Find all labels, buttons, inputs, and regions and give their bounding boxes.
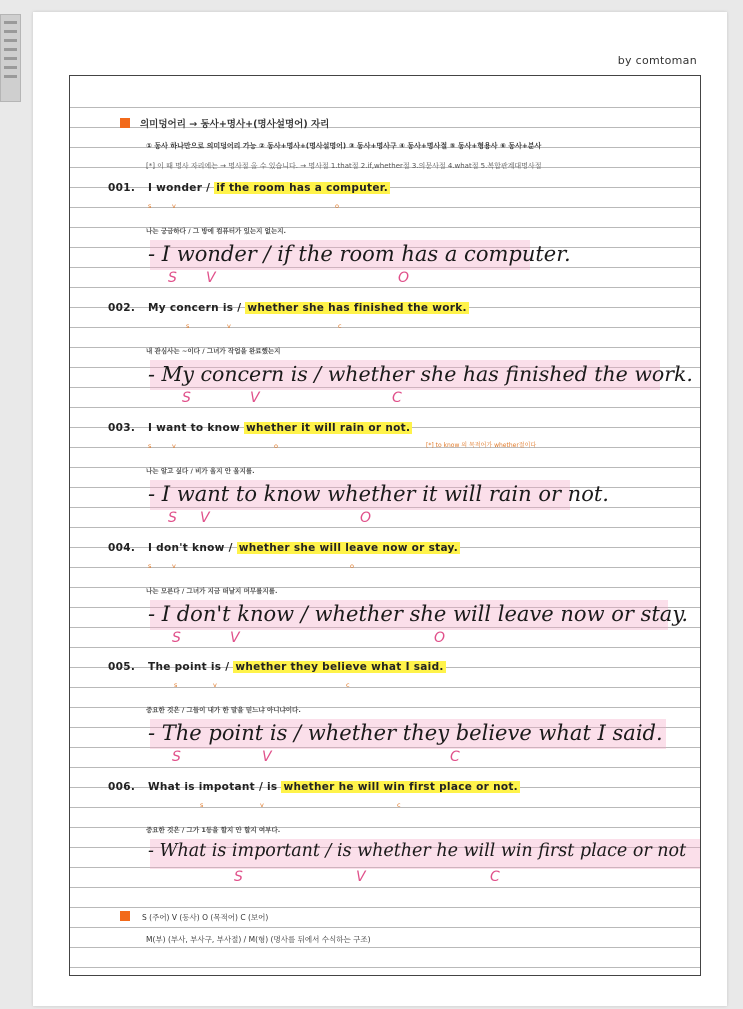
legend bbox=[120, 911, 268, 923]
grammar-label: v bbox=[213, 681, 217, 689]
korean-translation: 나는 모른다 / 그녀가 지금 떠날지 머무를지를. bbox=[146, 587, 278, 595]
sentence-number: 002. bbox=[108, 302, 136, 314]
handwritten-label: O bbox=[398, 270, 410, 286]
handwritten-label: S bbox=[168, 510, 177, 526]
handwritten-label: V bbox=[200, 510, 210, 526]
grammar-label: s bbox=[148, 202, 152, 210]
grammar-label: c bbox=[346, 681, 350, 689]
handwritten-label: C bbox=[450, 749, 460, 765]
handwritten-label: O bbox=[434, 630, 446, 646]
sentence-line bbox=[108, 302, 469, 314]
sentence-line bbox=[108, 781, 520, 793]
grammar-label: c bbox=[338, 322, 342, 330]
byline: by comtoman bbox=[617, 54, 697, 67]
grammar-label: v bbox=[172, 202, 176, 210]
korean-translation: 나는 알고 싶다 / 비가 올지 안 올지를. bbox=[146, 467, 255, 475]
grammar-label: c bbox=[397, 801, 401, 809]
section-note: [*] 이 때 명사 자리에는 → 명사절 올 수 있습니다. → 명사절 1.that절 2.if,whether절 3.의문사절 4.what절 5.복합관계대명사절 bbox=[146, 162, 542, 170]
handwritten-label: V bbox=[206, 270, 216, 286]
sentence-lead: I wonder / bbox=[148, 182, 211, 194]
sentence-number: 005. bbox=[108, 661, 136, 673]
grammar-label: o bbox=[335, 202, 339, 210]
handwritten-label: S bbox=[234, 869, 243, 885]
orange-square-icon bbox=[120, 118, 130, 128]
korean-translation: 나는 궁금하다 / 그 방에 컴퓨터가 있는지 없는지. bbox=[146, 227, 286, 235]
handwritten-answer: - I don't know / whether she will leave now or stay. bbox=[148, 602, 689, 626]
grammar-label: o bbox=[350, 562, 354, 570]
side-note: [*] to know 의 목적어가 whether절이다 bbox=[426, 442, 537, 449]
grammar-label: v bbox=[260, 801, 264, 809]
sentence-line bbox=[108, 422, 412, 434]
grammar-label: s bbox=[148, 442, 152, 450]
highlighted-clause: whether she has finished the work. bbox=[247, 302, 467, 314]
handwritten-label: S bbox=[172, 749, 181, 765]
orange-square-icon bbox=[120, 911, 130, 921]
sentence-number: 006. bbox=[108, 781, 136, 793]
korean-translation: 중요한 것은 / 그들이 내가 한 말을 믿느냐 아니냐이다. bbox=[146, 706, 301, 714]
sentence-number: 004. bbox=[108, 542, 136, 554]
handwritten-label: S bbox=[182, 390, 191, 406]
section-title: 의미덩어리 → 동사+명사+(명사설명어) 자리 bbox=[140, 119, 330, 130]
highlighted-clause: whether it will rain or not. bbox=[245, 422, 411, 434]
handwritten-label: C bbox=[392, 390, 402, 406]
handwritten-label: O bbox=[360, 510, 372, 526]
worksheet-page bbox=[33, 12, 727, 1006]
grammar-label: s bbox=[148, 562, 152, 570]
handwritten-answer: - I want to know whether it will rain or not. bbox=[148, 482, 609, 506]
grammar-label: s bbox=[186, 322, 190, 330]
lined-worksheet bbox=[69, 75, 701, 976]
grammar-label: o bbox=[274, 442, 278, 450]
grammar-label: v bbox=[172, 562, 176, 570]
handwritten-label: S bbox=[172, 630, 181, 646]
handwritten-label: C bbox=[490, 869, 500, 885]
handwritten-answer: - What is important / is whether he will win first place or not bbox=[148, 841, 687, 861]
handwritten-label: S bbox=[168, 270, 177, 286]
handwritten-answer: - I wonder / if the room has a computer. bbox=[148, 242, 571, 266]
section-subline: ① 동사 하나만으로 의미덩어리 가능 ② 동사+명사+(명사설명어) ③ 동사+명사구 ④ 동사+명사절 ⑤ 동사+형용사 ⑥ 동사+분사 bbox=[146, 142, 542, 150]
korean-translation: 중요한 것은 / 그가 1등을 할지 안 할지 여부다. bbox=[146, 826, 281, 834]
legend-line1: S (주어) V (동사) O (목적어) C (보어) bbox=[142, 913, 269, 922]
sentence-line bbox=[108, 182, 390, 194]
sentence-lead: The point is / bbox=[148, 661, 230, 673]
korean-translation: 내 관심사는 ~이다 / 그녀가 작업을 완료했는지 bbox=[146, 347, 281, 355]
handwritten-answer: - The point is / whether they believe what I said. bbox=[148, 721, 663, 745]
sentence-number: 001. bbox=[108, 182, 136, 194]
handwritten-label: V bbox=[262, 749, 272, 765]
grammar-label: s bbox=[200, 801, 204, 809]
highlighted-clause: whether he will win first place or not. bbox=[283, 781, 518, 793]
sentence-number: 003. bbox=[108, 422, 136, 434]
legend-line2: M(부) (부사, 부사구, 부사절) / M(형) (명사를 뒤에서 수식하는 구조) bbox=[146, 935, 371, 944]
sentence-lead: My concern is / bbox=[148, 302, 242, 314]
highlighted-clause: whether she will leave now or stay. bbox=[238, 542, 459, 554]
handwritten-label: V bbox=[356, 869, 366, 885]
handwritten-answer: - My concern is / whether she has finished the work. bbox=[148, 362, 693, 386]
sentence-lead: I don't know / bbox=[148, 542, 233, 554]
sentence-lead: What is impotant / is bbox=[148, 781, 278, 793]
grammar-label: v bbox=[172, 442, 176, 450]
grammar-label: v bbox=[227, 322, 231, 330]
sentence-line bbox=[108, 542, 460, 554]
sentence-line bbox=[108, 661, 446, 673]
highlighted-clause: if the room has a computer. bbox=[216, 182, 389, 194]
section-header bbox=[120, 116, 329, 130]
grammar-label: s bbox=[174, 681, 178, 689]
sentence-lead: I want to know bbox=[148, 422, 240, 434]
handwritten-label: V bbox=[230, 630, 240, 646]
handwritten-label: V bbox=[250, 390, 260, 406]
page-thumbnail[interactable] bbox=[0, 14, 21, 102]
highlighted-clause: whether they believe what I said. bbox=[235, 661, 444, 673]
